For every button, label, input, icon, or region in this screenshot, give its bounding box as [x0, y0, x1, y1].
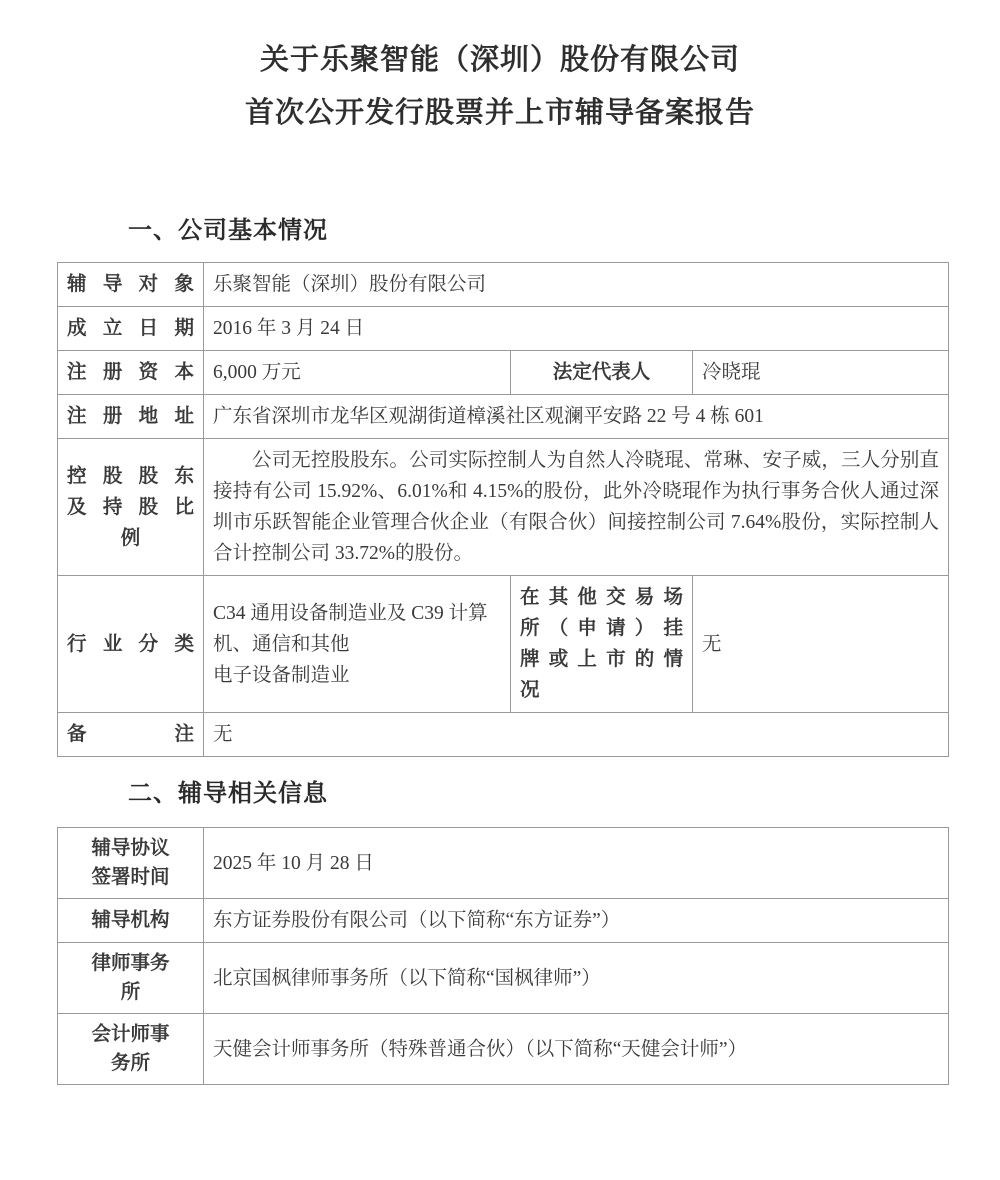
label-controlling-shareholders-line-2: 及持股比 [67, 496, 194, 518]
label-other-exchange-listing [511, 576, 693, 713]
table-row [58, 943, 949, 1014]
label-controlling-shareholders-line-3: 例 [120, 527, 141, 549]
label-law-firm-line-1: 律师事务 [91, 953, 170, 974]
table-row-capital [58, 351, 949, 395]
value-controlling-shareholders [204, 439, 949, 576]
label-remark-text: 备注 [67, 724, 194, 745]
value-other-exchange-listing: 无 [693, 576, 949, 713]
value-industry-classification [204, 576, 511, 713]
label-other-exchange-listing-line-4: 况 [520, 680, 540, 701]
label-remark [58, 713, 204, 757]
label-controlling-shareholders-line-1: 控股股东 [67, 465, 194, 487]
guidance-info-table [57, 827, 949, 1085]
label-accounting-firm-line-1: 会计师事 [91, 1024, 170, 1045]
industry-line-1: C34 通用设备制造业及 [213, 602, 407, 624]
section-heading-company-basics: 一、公司基本情况 [128, 218, 328, 244]
value-established-date: 2016 年 3 月 24 日 [204, 307, 949, 351]
label-controlling-shareholders [58, 439, 204, 576]
label-other-exchange-listing-line-2: 所（申请）挂 [520, 618, 683, 639]
label-industry-classification [58, 576, 204, 713]
document-title-line-2: 首次公开发行股票并上市辅导备案报告 [244, 97, 755, 129]
label-guidance-target-text: 辅导对象 [67, 274, 194, 295]
label-established-date [58, 307, 204, 351]
table-row-target [58, 263, 949, 307]
table-row-address [58, 395, 949, 439]
document-title-line-1: 关于乐聚智能（深圳）股份有限公司 [259, 44, 740, 76]
value-law-firm: 北京国枫律师事务所（以下简称“国枫律师”） [204, 943, 949, 1014]
value-guidance-institution: 东方证券股份有限公司（以下简称“东方证券”） [204, 899, 949, 943]
controlling-shareholders-paragraph: 公司无控股股东。公司实际控制人为自然人冷晓琨、常琳、安子威，三人分别直接持有公司 15.92%、6.01%和 4.15%的股份，此外冷晓琨作为执行事务合伙人通过深圳市乐跃智能企业管理合伙企业（有限合伙）间接控制公司 7.64%股份，实际控制人合计控制公司 33.72%的股份。 [213, 450, 940, 564]
table-row-remark [58, 713, 949, 757]
label-law-firm-line-2: 所 [120, 982, 141, 1003]
value-remark: 无 [204, 713, 949, 757]
label-established-date-text: 成立日期 [67, 318, 194, 339]
table-row-shareholders [58, 439, 949, 576]
table-row [58, 828, 949, 899]
value-guidance-target: 乐聚智能（深圳）股份有限公司 [204, 263, 949, 307]
value-registered-capital: 6,000 万元 [204, 351, 511, 395]
value-accounting-firm: 天健会计师事务所（特殊普通合伙）（以下简称“天健会计师”） [204, 1014, 949, 1085]
section-heading-guidance-info: 二、辅导相关信息 [128, 781, 328, 807]
label-accounting-firm [58, 1014, 204, 1085]
value-legal-representative: 冷晓琨 [693, 351, 949, 395]
label-other-exchange-listing-line-1: 在其他交易场 [520, 587, 683, 608]
label-guidance-institution-line-1: 辅导机构 [91, 910, 170, 931]
table-row [58, 899, 949, 943]
label-agreement-sign-date [58, 828, 204, 899]
label-registered-capital [58, 351, 204, 395]
company-basics-table [57, 262, 949, 757]
document-title [0, 0, 1000, 140]
label-registered-address [58, 395, 204, 439]
label-law-firm [58, 943, 204, 1014]
industry-line-2: C39 计算机、通信和其他 [213, 602, 488, 655]
industry-line-3: 电子设备制造业 [213, 664, 350, 686]
value-registered-address: 广东省深圳市龙华区观湖街道樟溪社区观澜平安路 22 号 4 栋 601 [204, 395, 949, 439]
label-agreement-sign-date-line-1: 辅导协议 [91, 838, 170, 859]
table-row-industry [58, 576, 949, 713]
label-legal-representative [511, 351, 693, 395]
label-registered-capital-text: 注册资本 [67, 362, 194, 383]
table-row-established [58, 307, 949, 351]
label-agreement-sign-date-line-2: 签署时间 [91, 867, 170, 888]
label-legal-representative-text: 法定代表人 [552, 362, 651, 383]
label-accounting-firm-line-2: 务所 [110, 1053, 150, 1074]
label-guidance-target [58, 263, 204, 307]
label-guidance-institution [58, 899, 204, 943]
value-agreement-sign-date: 2025 年 10 月 28 日 [204, 828, 949, 899]
label-other-exchange-listing-line-3: 牌或上市的情 [520, 649, 683, 670]
table-row [58, 1014, 949, 1085]
label-industry-classification-text: 行业分类 [67, 633, 194, 655]
label-registered-address-text: 注册地址 [67, 406, 194, 427]
